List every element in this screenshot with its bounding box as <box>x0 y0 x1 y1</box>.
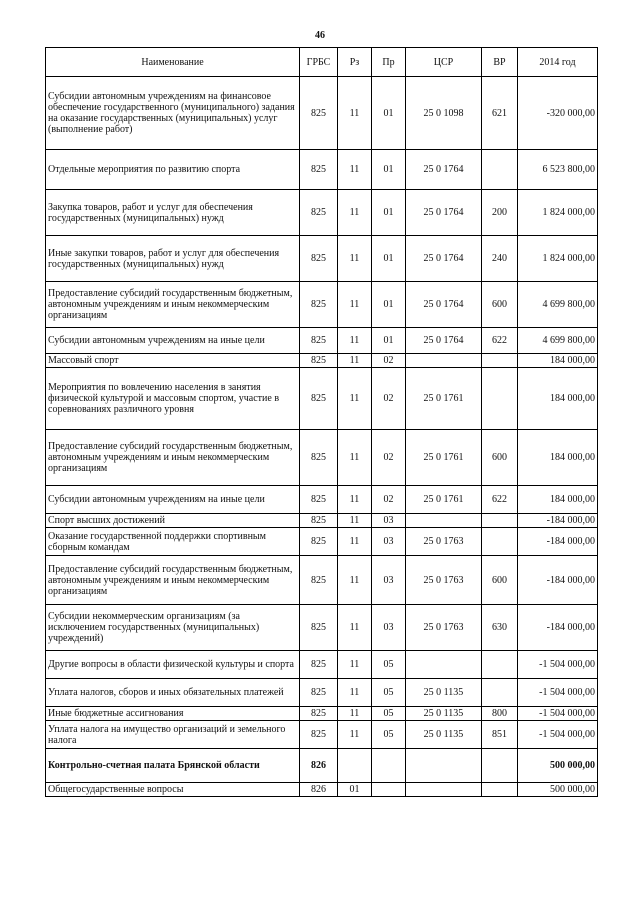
row-grbs: 825 <box>300 556 338 605</box>
row-amount: -1 504 000,00 <box>518 707 598 721</box>
row-rz: 11 <box>338 721 372 749</box>
row-vr <box>482 528 518 556</box>
row-name: Оказание государственной поддержки спортивным сборным командам <box>46 528 300 556</box>
row-csr: 25 0 1764 <box>406 150 482 190</box>
row-amount: 500 000,00 <box>518 783 598 797</box>
row-pr: 03 <box>372 556 406 605</box>
row-csr: 25 0 1135 <box>406 707 482 721</box>
row-rz <box>338 749 372 783</box>
table-row <box>46 651 598 679</box>
row-csr <box>406 749 482 783</box>
row-pr: 01 <box>372 282 406 328</box>
table-row <box>46 514 598 528</box>
row-pr: 02 <box>372 430 406 486</box>
table-row <box>46 605 598 651</box>
row-rz: 11 <box>338 528 372 556</box>
row-pr: 05 <box>372 651 406 679</box>
row-pr: 01 <box>372 190 406 236</box>
row-rz: 11 <box>338 514 372 528</box>
row-csr: 25 0 1764 <box>406 236 482 282</box>
table-row <box>46 354 598 368</box>
row-pr: 05 <box>372 721 406 749</box>
row-amount: -184 000,00 <box>518 605 598 651</box>
column-header: Пр <box>372 48 406 77</box>
row-csr: 25 0 1098 <box>406 77 482 150</box>
row-name: Спорт высших достижений <box>46 514 300 528</box>
row-csr <box>406 354 482 368</box>
row-vr: 240 <box>482 236 518 282</box>
row-vr: 600 <box>482 430 518 486</box>
table-row <box>46 556 598 605</box>
row-rz: 11 <box>338 190 372 236</box>
row-amount: 184 000,00 <box>518 368 598 430</box>
row-vr <box>482 514 518 528</box>
column-header: Наименование <box>46 48 300 77</box>
row-pr: 01 <box>372 77 406 150</box>
row-rz: 11 <box>338 430 372 486</box>
row-csr: 25 0 1135 <box>406 721 482 749</box>
row-amount: 6 523 800,00 <box>518 150 598 190</box>
table-row <box>46 282 598 328</box>
row-amount: 184 000,00 <box>518 354 598 368</box>
row-grbs: 825 <box>300 368 338 430</box>
row-rz: 11 <box>338 679 372 707</box>
row-name: Отдельные мероприятия по развитию спорта <box>46 150 300 190</box>
row-csr: 25 0 1761 <box>406 486 482 514</box>
row-vr <box>482 679 518 707</box>
row-vr <box>482 354 518 368</box>
row-vr: 600 <box>482 282 518 328</box>
row-pr: 05 <box>372 679 406 707</box>
row-amount: -184 000,00 <box>518 514 598 528</box>
row-amount: 184 000,00 <box>518 486 598 514</box>
row-name: Предоставление субсидий государственным бюджетным, автономным учреждениям и иным некоммерческим организациям <box>46 430 300 486</box>
table-body <box>46 77 598 797</box>
row-pr: 03 <box>372 605 406 651</box>
row-name: Уплата налога на имущество организаций и земельного налога <box>46 721 300 749</box>
row-grbs: 825 <box>300 190 338 236</box>
row-amount: 500 000,00 <box>518 749 598 783</box>
row-amount: -1 504 000,00 <box>518 679 598 707</box>
row-grbs: 825 <box>300 282 338 328</box>
row-grbs: 825 <box>300 679 338 707</box>
row-vr: 800 <box>482 707 518 721</box>
row-name: Предоставление субсидий государственным бюджетным, автономным учреждениям и иным некоммерческим организациям <box>46 556 300 605</box>
row-rz: 11 <box>338 556 372 605</box>
row-rz: 11 <box>338 77 372 150</box>
row-vr <box>482 783 518 797</box>
row-amount: -1 504 000,00 <box>518 721 598 749</box>
row-csr: 25 0 1764 <box>406 328 482 354</box>
row-name: Общегосударственные вопросы <box>46 783 300 797</box>
row-grbs: 825 <box>300 605 338 651</box>
row-csr: 25 0 1761 <box>406 430 482 486</box>
row-rz: 11 <box>338 328 372 354</box>
row-pr: 02 <box>372 486 406 514</box>
row-vr <box>482 749 518 783</box>
column-header: Рз <box>338 48 372 77</box>
row-vr: 622 <box>482 328 518 354</box>
row-amount: 4 699 800,00 <box>518 282 598 328</box>
row-amount: 1 824 000,00 <box>518 190 598 236</box>
table-row <box>46 707 598 721</box>
row-rz: 11 <box>338 354 372 368</box>
row-csr: 25 0 1763 <box>406 605 482 651</box>
row-rz: 11 <box>338 486 372 514</box>
row-pr: 03 <box>372 514 406 528</box>
row-rz: 01 <box>338 783 372 797</box>
row-vr: 630 <box>482 605 518 651</box>
row-amount: 184 000,00 <box>518 430 598 486</box>
row-rz: 11 <box>338 651 372 679</box>
row-rz: 11 <box>338 282 372 328</box>
row-grbs: 825 <box>300 721 338 749</box>
row-grbs: 825 <box>300 430 338 486</box>
row-name: Мероприятия по вовлечению населения в занятия физической культурой и массовым спортом, участие в соревнованиях различного уровня <box>46 368 300 430</box>
row-pr <box>372 749 406 783</box>
row-amount: -320 000,00 <box>518 77 598 150</box>
row-pr: 02 <box>372 354 406 368</box>
table-row <box>46 328 598 354</box>
row-grbs: 825 <box>300 328 338 354</box>
table-row <box>46 150 598 190</box>
row-csr: 25 0 1764 <box>406 282 482 328</box>
row-csr <box>406 651 482 679</box>
row-vr: 600 <box>482 556 518 605</box>
row-grbs: 825 <box>300 707 338 721</box>
row-name: Субсидии некоммерческим организациям (за исключением государственных (муниципальных) учреждений) <box>46 605 300 651</box>
row-grbs: 826 <box>300 783 338 797</box>
row-name: Уплата налогов, сборов и иных обязательных платежей <box>46 679 300 707</box>
row-name: Массовый спорт <box>46 354 300 368</box>
table-row <box>46 721 598 749</box>
row-grbs: 825 <box>300 528 338 556</box>
row-grbs: 825 <box>300 486 338 514</box>
row-grbs: 825 <box>300 150 338 190</box>
row-grbs: 825 <box>300 354 338 368</box>
table-header-row <box>46 48 598 77</box>
table-row <box>46 430 598 486</box>
row-name: Контрольно-счетная палата Брянской области <box>46 749 300 783</box>
table-row <box>46 783 598 797</box>
row-grbs: 826 <box>300 749 338 783</box>
table-row <box>46 368 598 430</box>
row-rz: 11 <box>338 605 372 651</box>
row-name: Предоставление субсидий государственным бюджетным, автономным учреждениям и иным некоммерческим организациям <box>46 282 300 328</box>
row-pr: 01 <box>372 328 406 354</box>
table-row <box>46 679 598 707</box>
row-vr: 200 <box>482 190 518 236</box>
row-pr: 01 <box>372 236 406 282</box>
row-csr: 25 0 1763 <box>406 556 482 605</box>
row-csr: 25 0 1761 <box>406 368 482 430</box>
row-amount: 1 824 000,00 <box>518 236 598 282</box>
column-header: ВР <box>482 48 518 77</box>
row-grbs: 825 <box>300 236 338 282</box>
row-grbs: 825 <box>300 77 338 150</box>
table-row <box>46 749 598 783</box>
row-amount: -184 000,00 <box>518 528 598 556</box>
row-csr: 25 0 1764 <box>406 190 482 236</box>
row-pr: 01 <box>372 150 406 190</box>
table-row <box>46 486 598 514</box>
table-row <box>46 236 598 282</box>
column-header: ГРБС <box>300 48 338 77</box>
row-vr <box>482 651 518 679</box>
row-pr: 03 <box>372 528 406 556</box>
row-amount: -1 504 000,00 <box>518 651 598 679</box>
row-vr: 622 <box>482 486 518 514</box>
row-rz: 11 <box>338 368 372 430</box>
row-csr <box>406 514 482 528</box>
column-header: 2014 год <box>518 48 598 77</box>
row-name: Субсидии автономным учреждениям на финансовое обеспечение государственного (муниципального) задания на оказание государственных (муниципальных) услуг (выполнение работ) <box>46 77 300 150</box>
row-name: Иные закупки товаров, работ и услуг для обеспечения государственных (муниципальных) нужд <box>46 236 300 282</box>
row-name: Субсидии автономным учреждениям на иные цели <box>46 328 300 354</box>
page-number: 46 <box>315 30 325 41</box>
row-pr <box>372 783 406 797</box>
row-vr: 851 <box>482 721 518 749</box>
row-grbs: 825 <box>300 514 338 528</box>
row-amount: -184 000,00 <box>518 556 598 605</box>
row-vr: 621 <box>482 77 518 150</box>
row-rz: 11 <box>338 707 372 721</box>
row-name: Субсидии автономным учреждениям на иные цели <box>46 486 300 514</box>
row-vr <box>482 150 518 190</box>
row-name: Закупка товаров, работ и услуг для обеспечения государственных (муниципальных) нужд <box>46 190 300 236</box>
column-header: ЦСР <box>406 48 482 77</box>
row-pr: 02 <box>372 368 406 430</box>
row-rz: 11 <box>338 236 372 282</box>
row-rz: 11 <box>338 150 372 190</box>
row-name: Другие вопросы в области физической культуры и спорта <box>46 651 300 679</box>
table-row <box>46 528 598 556</box>
table-row <box>46 190 598 236</box>
row-amount: 4 699 800,00 <box>518 328 598 354</box>
row-csr <box>406 783 482 797</box>
row-csr: 25 0 1763 <box>406 528 482 556</box>
row-pr: 05 <box>372 707 406 721</box>
row-grbs: 825 <box>300 651 338 679</box>
budget-table <box>45 47 598 797</box>
table-row <box>46 77 598 150</box>
row-csr: 25 0 1135 <box>406 679 482 707</box>
row-vr <box>482 368 518 430</box>
row-name: Иные бюджетные ассигнования <box>46 707 300 721</box>
